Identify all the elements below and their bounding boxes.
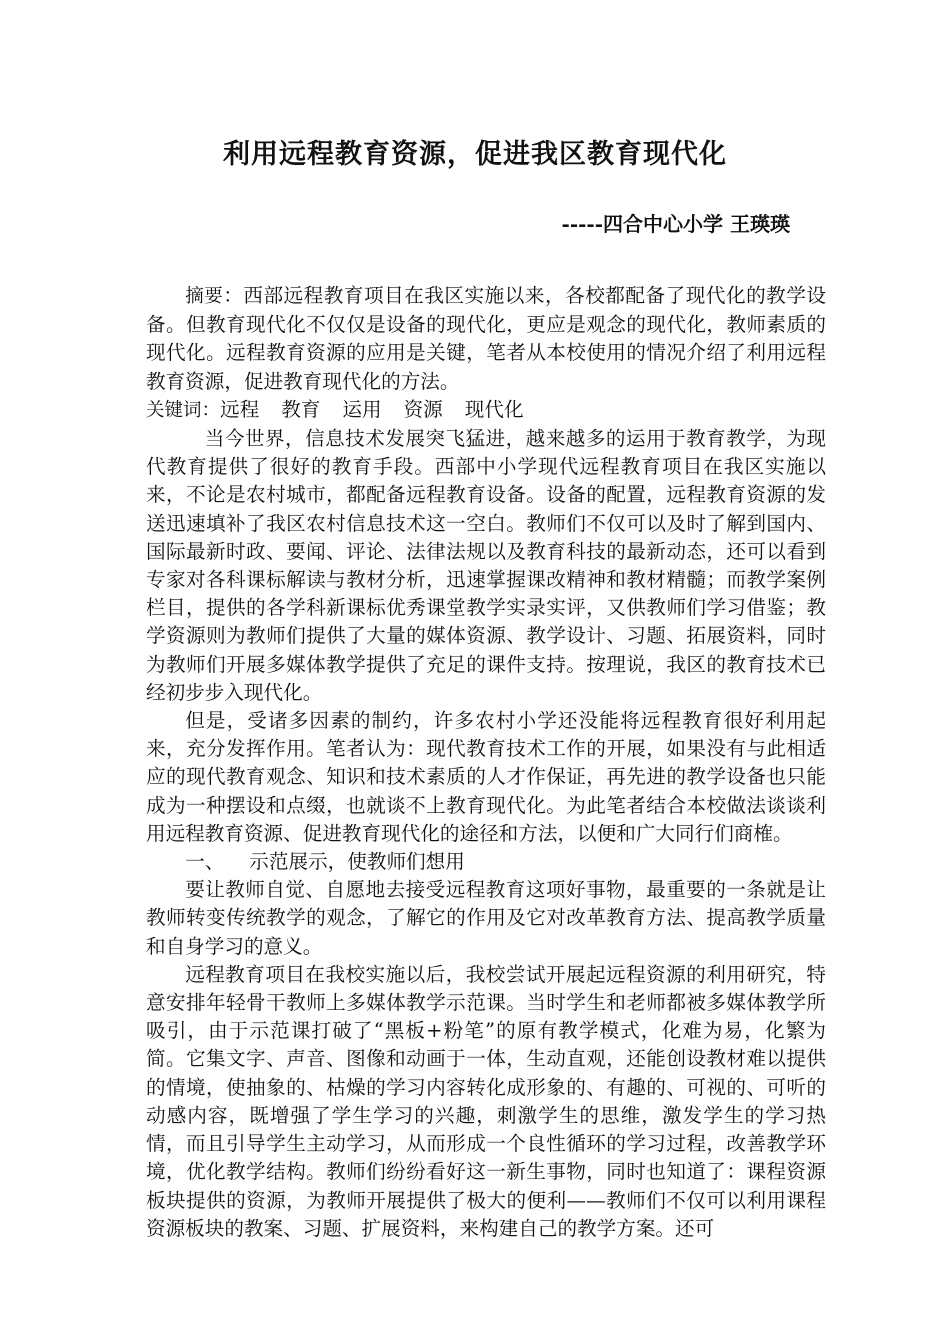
- keyword: 远程: [220, 397, 260, 421]
- abstract-text: ：西部远程教育项目在我区实施以来，各校都配备了现代化的教学设备。但教育现代化不仅仅是设备的现代化，更应是观念的现代化，教师素质的现代化。远程教育资源的应用是关键，笔者从本校使用的情况介绍了利用远程教育资源，促进教育现代化的方法。: [146, 284, 826, 393]
- keyword: 资源: [403, 397, 443, 421]
- document-author: -----四合中心小学 王瑛瑛: [561, 212, 790, 236]
- document-body: [146, 282, 826, 1243]
- body-paragraph: 但是，受诸多因素的制约，许多农村小学还没能将远程教育很好利用起来，充分发挥作用。笔者认为：现代教育技术工作的开展，如果没有与此相适应的现代教育观念、知识和技术素质的人才作保证，再先进的教学设备也只能成为一种摆设和点缀，也就谈不上教育现代化。为此笔者结合本校做法谈谈利用远程教育资源、促进教育现代化的途径和方法，以便和广大同行们商榷。: [146, 709, 826, 845]
- body-paragraph: 要让教师自觉、自愿地去接受远程教育这项好事物，最重要的一条就是让教师转变传统教学的观念，了解它的作用及它对改革教育方法、提高教学质量和自身学习的意义。: [146, 878, 826, 958]
- keywords-label: 关键词：: [146, 399, 221, 421]
- keyword: 运用: [342, 397, 382, 421]
- abstract: [146, 282, 826, 396]
- abstract-label: 摘要: [185, 286, 224, 307]
- keyword: 教育: [281, 397, 321, 421]
- keyword: 现代化: [464, 397, 524, 421]
- keywords: [146, 396, 826, 425]
- document-title: 利用远程教育资源，促进我区教育现代化: [223, 139, 727, 170]
- body-paragraph: 远程教育项目在我校实施以后，我校尝试开展起远程资源的利用研究，特意安排年轻骨干教师上多媒体教学示范课。当时学生和老师都被多媒体教学所吸引，由于示范课打破了“黑板+粉笔”的原有教学模式，化难为易，化繁为简。它集文字、声音、图像和动画于一体，生动直观，还能创设教材难以提供的情境，使抽象的、枯燥的学习内容转化成形象的、有趣的、可视的、可听的动感内容，既增强了学生学习的兴趣，刺激学生的思维，激发学生的学习热情，而且引导学生主动学习，从而形成一个良性循环的学习过程，改善教学环境，优化教学结构。教师们纷纷看好这一新生事物，同时也知道了：课程资源板块提供的资源，为教师开展提供了极大的便利——教师们不仅可以利用课程资源板块的教案、习题、扩展资料，来构建自己的教学方案。还可: [146, 962, 826, 1240]
- body-paragraph: 当今世界，信息技术发展突飞猛进，越来越多的运用于教育教学，为现代教育提供了很好的教育手段。西部中小学现代远程教育项目在我区实施以来，不论是农村城市，都配备远程教育设备。设备的配置，远程教育资源的发送迅速填补了我区农村信息技术这一空白。教师们不仅可以及时了解到国内、国际最新时政、要闻、评论、法律法规以及教育科技的最新动态，还可以看到专家对各科课标解读与教材分析，迅速掌握课改精神和教材精髓；而教学案例栏目，提供的各学科新课标优秀课堂教学实录实评，又供教师们学习借鉴；教学资源则为教师们提供了大量的媒体资源、教学设计、习题、拓展资料，同时为教师们开展多媒体教学提供了充足的课件支持。按理说，我区的教育技术已经初步步入现代化。: [146, 427, 826, 704]
- section-heading: 一、 示范展示，使教师们想用: [185, 850, 465, 874]
